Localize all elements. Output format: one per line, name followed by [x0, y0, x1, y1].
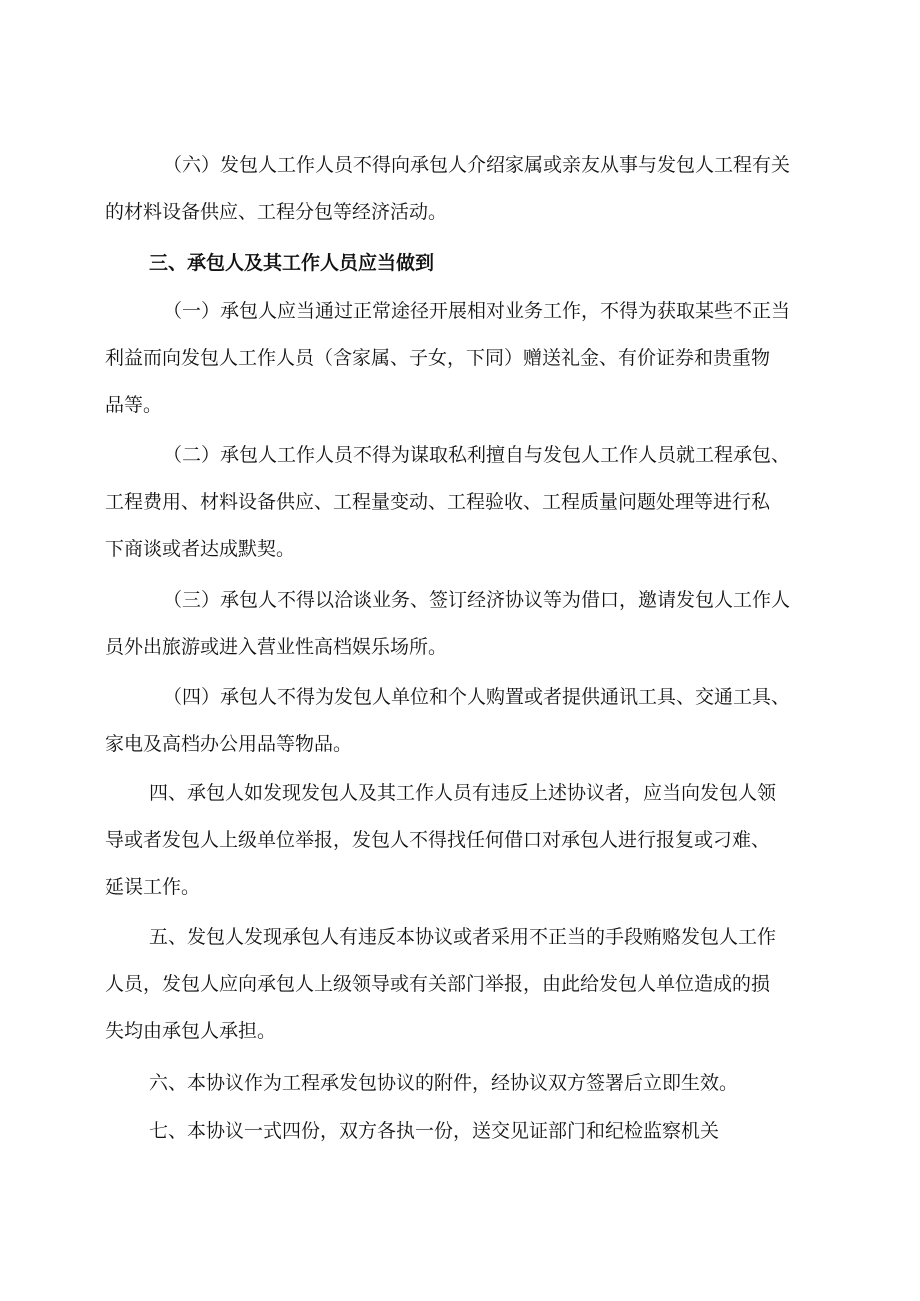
paragraph-6b [105, 1060, 825, 1107]
paragraph-7 [105, 1108, 825, 1155]
paragraph-line: 延误工作。 [105, 876, 201, 898]
paragraph-line: 七、本协议一式四份，双方各执一份，送交见证部门和纪检监察机关 [149, 1120, 720, 1142]
heading-line: 三、承包人及其工作人员应当做到 [149, 252, 435, 274]
paragraph-3-1 [105, 288, 825, 429]
section-heading-3 [105, 240, 825, 287]
paragraph-line: 的材料设备供应、工程分包等经济活动。 [105, 201, 448, 223]
paragraph-line: （六）发包人工作人员不得向承包人介绍家属或亲友从事与发包人工程有关 [163, 154, 791, 176]
paragraph-5 [105, 914, 825, 1055]
paragraph-line: 人员，发包人应向承包人上级领导或有关部门举报，由此给发包人单位造成的损 [105, 973, 771, 995]
paragraph-line: 利益而向发包人工作人员（含家属、子女，下同）赠送礼金、有价证券和贵重物 [105, 347, 771, 369]
paragraph-line: （四）承包人不得为发包人单位和个人购置或者提供通讯工具、交通工具、 [163, 686, 791, 708]
paragraph-line: （三）承包人不得以洽谈业务、签订经济协议等为借口，邀请发包人工作人 [163, 589, 791, 611]
paragraph-line: 员外出旅游或进入营业性高档娱乐场所。 [105, 636, 448, 658]
paragraph-4 [105, 770, 825, 911]
paragraph-3-2 [105, 432, 825, 573]
paragraph-line: 六、本协议作为工程承发包协议的附件，经协议双方签署后立即生效。 [149, 1072, 739, 1094]
paragraph-item-6 [105, 142, 825, 236]
paragraph-3-4 [105, 674, 825, 768]
paragraph-line: 失均由承包人承担。 [105, 1020, 277, 1042]
paragraph-line: 五、发包人发现承包人有违反本协议或者采用不正当的手段贿赂发包人工作 [149, 926, 777, 948]
paragraph-line: 家电及高档办公用品等物品。 [105, 733, 353, 755]
paragraph-line: 四、承包人如发现发包人及其工作人员有违反上述协议者，应当向发包人领 [149, 782, 777, 804]
paragraph-line: 导或者发包人上级单位举报，发包人不得找任何借口对承包人进行报复或刁难、 [105, 829, 771, 851]
paragraph-line: （二）承包人工作人员不得为谋取私利擅自与发包人工作人员就工程承包、 [163, 444, 791, 466]
paragraph-3-3 [105, 577, 825, 671]
paragraph-line: 工程费用、材料设备供应、工程量变动、工程验收、工程质量问题处理等进行私 [105, 491, 771, 513]
paragraph-line: （一）承包人应当通过正常途径开展相对业务工作，不得为获取某些不正当 [163, 300, 791, 322]
paragraph-line: 下商谈或者达成默契。 [105, 538, 296, 560]
paragraph-line: 品等。 [105, 394, 163, 416]
